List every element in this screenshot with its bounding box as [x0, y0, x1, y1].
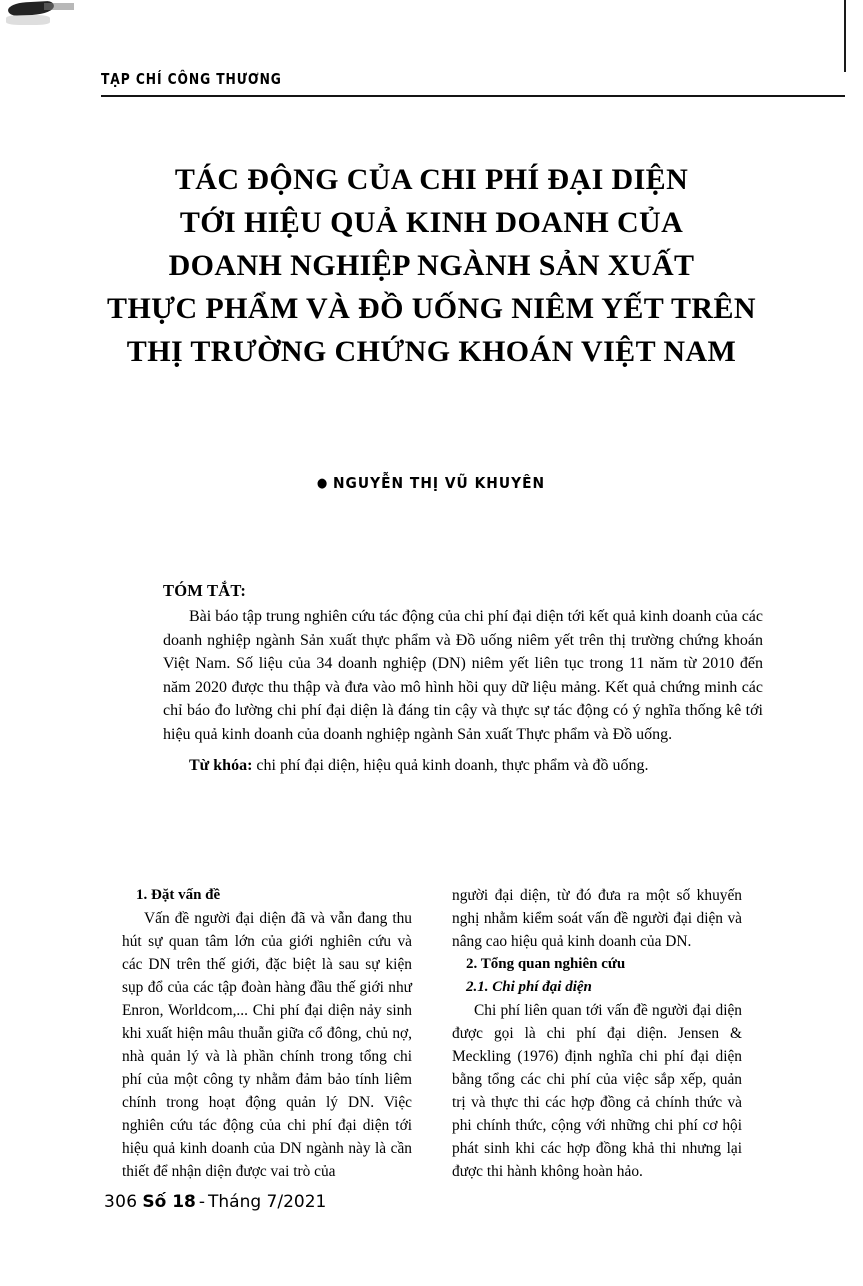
- paragraph-section-1-continued: người đại diện, từ đó đưa ra một số khuyến nghị nhằm kiểm soát vấn đề người đại diện và nâng cao hiệu quả kinh doanh của DN.: [452, 887, 742, 950]
- column-left: [122, 884, 412, 1183]
- heading-section-2-1: 2.1. Chi phí đại diện: [466, 979, 592, 995]
- title-line-4: THỰC PHẨM VÀ ĐỒ UỐNG NIÊM YẾT TRÊN: [107, 292, 756, 325]
- body-columns: [122, 884, 742, 1183]
- masthead-divider: [101, 95, 845, 97]
- abstract-section: [163, 581, 763, 777]
- paragraph-section-2-1: Chi phí liên quan tới vấn đề người đại diện được gọi là chi phí đại diện. Jensen & Meckling (1976) định nghĩa chi phí đại diện bằng tổng các chi phí của việc sắp xếp, quản trị và thực thi các hợp đồng cả chính thức và phi chính thức, cộng với những chi phí cơ hội phát sinh khi các hợp đồng khả thi nhưng lại được thi hành không hoàn hảo.: [452, 1002, 742, 1180]
- bullet-icon: ●: [317, 476, 329, 491]
- title-line-1: TÁC ĐỘNG CỦA CHI PHÍ ĐẠI DIỆN: [174, 163, 689, 196]
- page-number: 306: [104, 1192, 138, 1212]
- journal-masthead: TẠP CHÍ CÔNG THƯƠNG: [101, 70, 282, 88]
- abstract-heading: TÓM TẮT:: [163, 581, 247, 600]
- author-name: NGUYỄN THỊ VŨ KHUYÊN: [333, 474, 546, 492]
- heading-section-1: 1. Đặt vấn đề: [136, 887, 221, 903]
- issue-separator: -: [198, 1192, 205, 1212]
- issue-date: Tháng 7/2021: [208, 1192, 327, 1212]
- abstract-body: Bài báo tập trung nghiên cứu tác động của chi phí đại diện tới kết quả kinh doanh của các doanh nghiệp ngành Sản xuất thực phẩm và Đồ uống niêm yết trên thị trường chứng khoán Việt Nam. Số liệu của 34 doanh nghiệp (DN) niêm yết liên tục trong 11 năm từ 2010 đến năm 2020 được thu thập và đưa vào mô hình hồi quy dữ liệu mảng. Kết quả chứng minh các chỉ báo đo lường chi phí đại diện là đáng tin cậy và thực sự tác động có ý nghĩa thống kê tới hiệu quả kinh doanh của doanh nghiệp ngành Sản xuất Thực phẩm và Đồ uống.: [163, 608, 763, 743]
- paragraph-section-1: Vấn đề người đại diện đã và vẫn đang thu hút sự quan tâm lớn của giới nghiên cứu và các DN trên thế giới, đặc biệt là sau sự kiện sụp đổ của các tập đoàn hàng đầu thế giới như Enron, Worldcom,... Chi phí đại diện nảy sinh khi xuất hiện mâu thuẫn giữa cổ đông, chủ nợ, nhà quản lý và là phần chính trong tổng chi phí của một công ty nhằm đảm bảo tính liêm chính trong hoạt động quản lý DN. Việc nghiên cứu tác động của chi phí đại diện tới hiệu quả kinh doanh của DN ngành này là cần thiết để nhận diện được vai trò của: [122, 910, 412, 1180]
- title-line-2: TỚI HIỆU QUẢ KINH DOANH CỦA: [179, 206, 684, 239]
- article-title: [0, 158, 863, 373]
- title-line-5: THỊ TRƯỜNG CHỨNG KHOÁN VIỆT NAM: [126, 335, 737, 368]
- author-byline: [0, 474, 863, 493]
- issue-number: Số 18: [142, 1192, 196, 1212]
- scan-edge-line: [844, 0, 846, 72]
- heading-section-2: 2. Tổng quan nghiên cứu: [466, 956, 626, 972]
- keywords-line: [163, 754, 763, 778]
- column-right: [452, 884, 742, 1183]
- page-footer: [104, 1192, 326, 1212]
- keywords-label: Từ khóa:: [189, 756, 253, 774]
- scan-artifact-smudge: [44, 3, 74, 10]
- title-line-3: DOANH NGHIỆP NGÀNH SẢN XUẤT: [168, 249, 695, 282]
- scan-artifact-shadow: [6, 15, 50, 25]
- keywords-value: chi phí đại diện, hiệu quả kinh doanh, thực phẩm và đồ uống.: [256, 756, 649, 774]
